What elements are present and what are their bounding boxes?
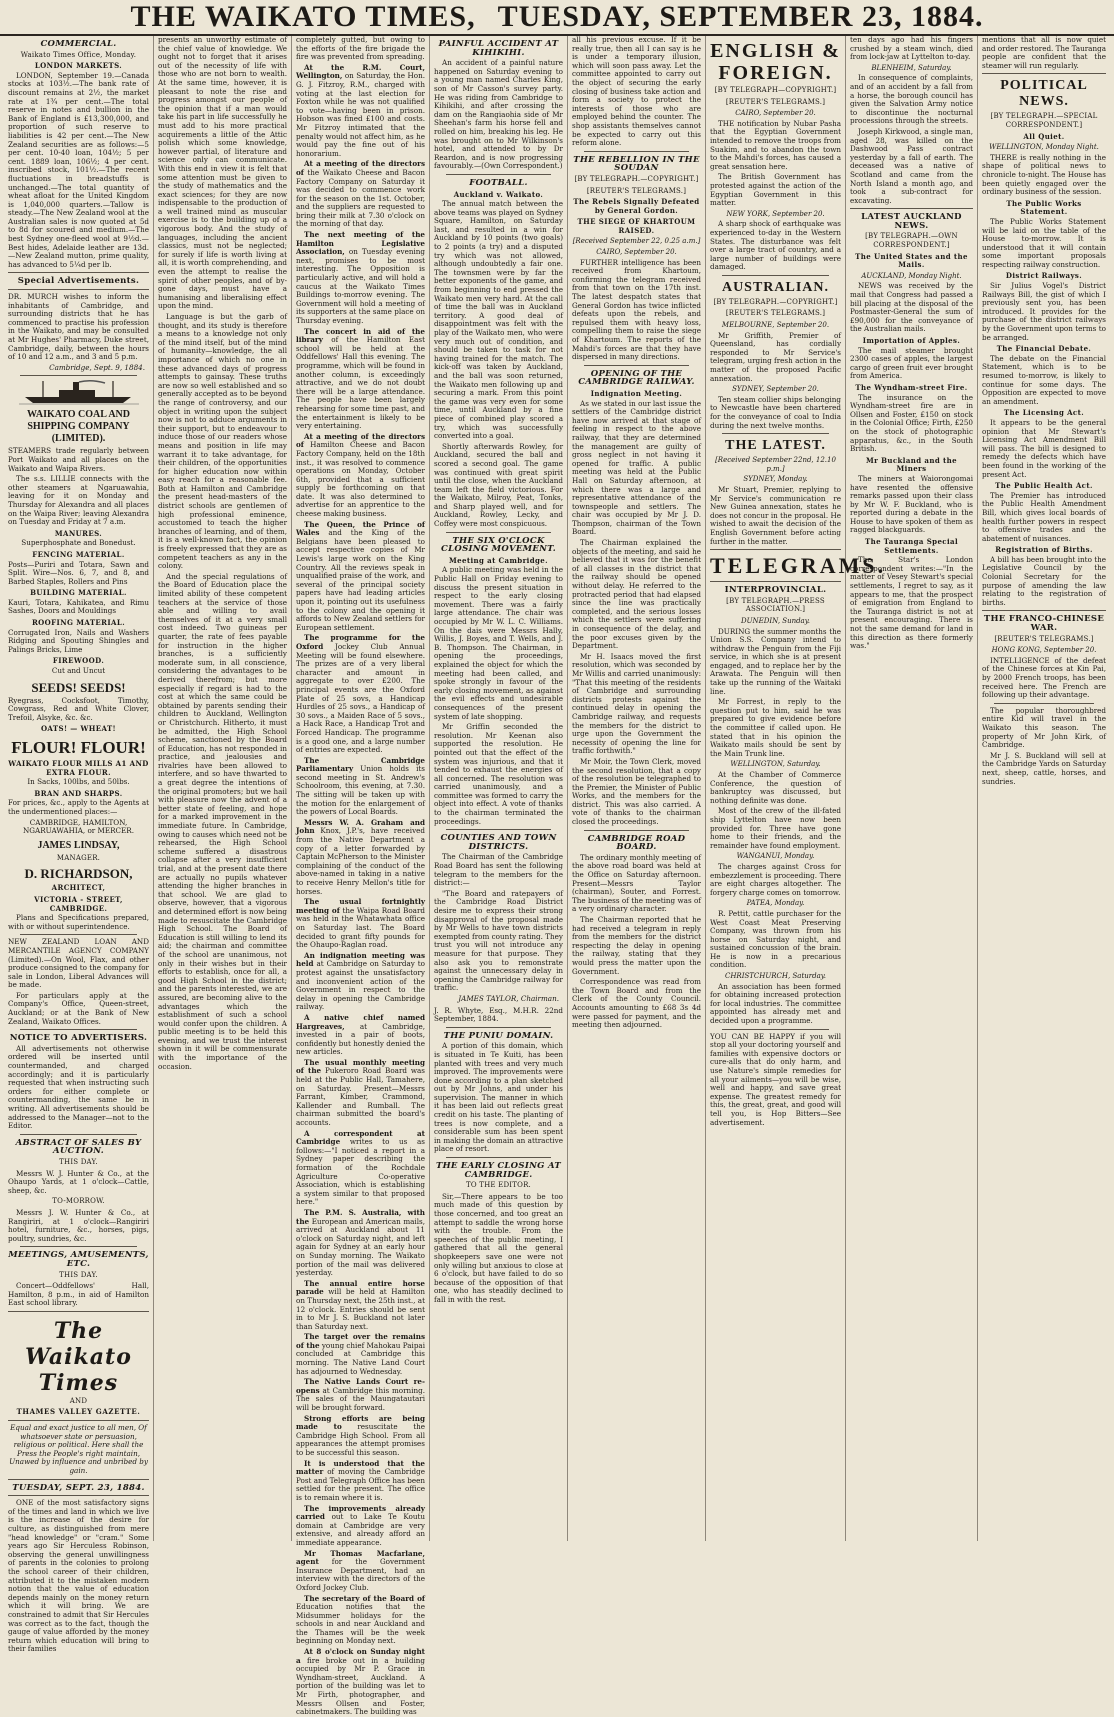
rebellion-body: FURTHER intelligence has been received from Khartoum, confirming the telegram received from that town on the 17th inst. The latest despatch states that General Gordon has twice inflicted defeats upon the rebels, and repulsed them with heavy loss, compelling them to raise the siege of Khartoum. The reports of the Mahdi's forces are that they have dispersed in many directions.	[572, 257, 701, 362]
wanganui-body: The charges against Cross for embezzlement is proceeding. There are eight charges altogether. The forgery charge comes on tomorrow.	[710, 861, 841, 897]
patea-place: PATEA, Monday.	[746, 899, 805, 908]
rebellion-sub-2: [REUTER'S TELEGRAMS.]	[586, 186, 687, 195]
births-body: A bill has been brought into the Legislative Council by the Colonial Secretary for the purpose of amending the law relating to the registration of births.	[982, 554, 1106, 607]
secretary-body: Education notifies that the Midsummer holidays for the schools in and near Auckland and the Thames will be the week beginning on Monday next.	[296, 1602, 425, 1646]
divider	[8, 1495, 149, 1496]
dr-murch-ad: DR. MURCH wishes to inform the inhabitants of Cambridge, and surrounding districts that he has commenced to practise his profession in the Waikato, and may be consulted at Mr Hughes' Pharmacy, Duke street, Cambridge, daily, between the hours of 10 and 12 a.m., and 3 and 5 p.m.	[8, 292, 149, 362]
monthly-meeting-lead: The usual monthly meeting of the	[296, 1057, 425, 1076]
divider	[8, 1479, 149, 1480]
divider	[20, 1246, 137, 1247]
building-heading: BUILDING MATERIAL.	[30, 588, 127, 598]
issue-date: TUESDAY, SEPT. 23, 1884.	[12, 1482, 145, 1493]
licensing-heading: The Licensing Act.	[1003, 408, 1085, 418]
pm-australia-lead: The P.M. S. Australia, with the	[296, 1207, 425, 1226]
concert-lead: The concert in aid of the library	[296, 326, 425, 345]
political-sub: [BY TELEGRAPH.—SPECIAL CORRESPONDENT.]	[990, 112, 1098, 129]
fire-body: The insurance on the Wyndham-street fire are in Ollsen and Foster, £150 on stock in the Colonial Office; Firth, £250 on the stock of photographic apparatus, &c., in the South British.	[850, 392, 973, 454]
parliamentary-body: Union holds its second meeting in St. Andrew's Schoolroom, this evening, at 7.30. The sitting will be taken up with the motion for the enlargement of the powers of Local Boards.	[296, 764, 425, 817]
public-health-heading: The Public Health Act.	[995, 481, 1093, 491]
indignation-lead: An indignation meeting was held	[296, 950, 425, 969]
secretary-lead: The secretary of the Board of	[304, 1593, 425, 1603]
leader-continued-2: Language is but the garb of thought, and its study is therefore a means to a knowledge not only of the mind itself, but of the mind of humanity—knowledge, the all importance of which no one in these advanced days of progress attempts to gainsay. These truths are now so well established and so generally accepted as to be beyond the range of controversy, and our object in writing upon the subject now is not to adduce arguments in their support, but to endeavour to induce those of our readers whose means and position in life may warrant it to take advantage, for their children, of the opportunities for higher education now within easy reach for a reasonable fee. Both at Hamilton and Cambridge the present head-masters of the district schools are gentlemen of high professional eminence, accustomed to teach the higher branches of learning, and of them, it is a well-known fact, the opinion is freely expressed that they are as competent teachers as any in the colony.	[158, 312, 287, 571]
district-railways-heading: District Railways.	[1005, 271, 1083, 281]
financial-debate-heading: The Financial Debate.	[996, 344, 1092, 354]
railway-sub: Indignation Meeting.	[590, 388, 683, 398]
parliamentary-lead: The Cambridge Parliamentary	[296, 755, 425, 774]
divider	[584, 151, 689, 152]
leader-continued-3: And the special regulations of the Board of Education place the limited ability of these competent teachers at the service of those able and willing to avail themselves of it at a very small cost indeed. Two guineas per quarter, the rate of fees payable for instruction in the higher branches, is a sufficiently moderate sum, in all conscience, considering the advantages to be derived therefrom; but more especially if regard is had to the cost at which the same could be obtained by parents sending their children to Auckland, Wellington or Christchurch. Hitherto, it must be admitted, the High School scheme, sanctioned by the Board of Education, has not responded in practice, and jealousies and rivalries have been allowed to interfere, and so have thwarted to a great degree the intentions of the original promoters; but we hail with pleasure now the advent of a better state of feeling, and hope for a marked improvement in the immediate future. In Cambridge, owing to causes which need not be rehearsed, the High School scheme suffered a disastrous collapse after a very insufficient trial, and at the present date there are actually no pupils whatever attending the higher branches in that school. We are glad to observe, however, that a vigorous and determined effort is now being made to resuscitate the Cambridge High School. The Board of Education is still willing to lend its aid; the chairman and committee of the school are unanimous, not only in their wishes but in their efforts to establish, once for all, a good High School in the district; and the parents interested, we are assured, are becoming alive to the advantages which the establishment of such a school would confer upon the children. A public meeting is to be held this evening, and we trust the interest shown in it will be commensurate with the importance of the occasion.	[158, 571, 287, 1071]
notice-body: All advertisements not otherwise ordered will be inserted until countermanded, and charged accordingly; and it is particularly requested that when instructing such orders for either complete or countermanding, the same be in writing. All advertisements should be addressed to the Manager—not to the Editor.	[8, 1043, 149, 1131]
col7-intro: ten days ago had his fingers crushed by a steam winch, died from lock-jaw at Lyttelton to-day.	[850, 35, 973, 62]
latest-place: SYDNEY, Monday.	[743, 475, 808, 484]
rebellion-siege: THE SIEGE OF KHARTOUM RAISED.	[577, 217, 696, 235]
indignation-body: at Cambridge on Saturday to protest against the unsatisfactory and inconvenient action of the Government in respect to the delay in opening the Cambridge railway.	[296, 959, 425, 1012]
interprovincial-heading: INTERPROVINCIAL.	[724, 585, 827, 596]
improvements-lead: The improvements already carried	[296, 1503, 425, 1522]
english-sub-2: [REUTER'S TELEGRAMS.]	[725, 97, 826, 106]
miners-heading: Mr Buckland and the Miners	[866, 455, 957, 474]
franco-chinese-heading: THE FRANCO-CHINESE WAR.	[983, 614, 1105, 634]
blenheim-body-2: Joseph Kirkwood, a single man, aged 28, was killed on the Dashwood Pass contract yesterday by a fall of earth. The deceased was a native of Scotland and came from the North Island a month ago, and took a sub-contract for excavating.	[850, 126, 973, 205]
patea-body: R. Pettit, cattle purchaser for the West Coast Meat Preserving Company, was thrown from his horse on Saturday night, and sustained concussion of the brain. He is now in a precarious condition.	[710, 908, 841, 970]
rebellion-title: The Rebels Signally Defeated by General Gordon.	[573, 197, 700, 215]
political-heading: POLITICAL NEWS.	[1000, 78, 1088, 110]
railway-body-2: The Chairman explained the objects of the meeting, and said he believed that it was for the benefit of all classes in the district that the railway should be opened without delay. He referred to the protracted period that had elapsed since the line was practically completed, and the serious losses which the settlers were suffering in consequence of the delay, and the poor excuses given by the Department.	[572, 538, 701, 651]
sunday-fire-lead: At 8 o'clock on Sunday night a	[296, 1647, 425, 1665]
latest-body: Mr Stuart, Premier, replying to Mr Service's communication re New Guinea annexation, states he does not concur in the proposal. He wished to await the decision of the English Government before acting further in the matter.	[710, 484, 841, 546]
divider	[994, 703, 1094, 704]
architect-title: ARCHITECT,	[51, 883, 106, 893]
correspondent-lead: A correspondent at Cambridge	[296, 1128, 425, 1147]
apples-body: The mail steamer brought 2300 cases of apples, the largest cargo of green fruit ever brought from America.	[850, 345, 973, 381]
fencing-items: Posts—Puriri and Totara, Sawn and Split. Wire—Nos. 6, 7, and 8, and Barbed Staples, Rollers and Pins	[8, 559, 149, 586]
australian-sydney: SYDNEY, September 20.	[732, 385, 819, 394]
native-court-lead: The Native Lands Court re-opens	[296, 1377, 425, 1395]
closing-body: Sir,—There appears to be too much made of this question by those concerned, and too great an attempt to saddle the wrong horse with the trouble. From the speeches of the public meeting, I gathered that all the general shopkeepers save one were not only willing but anxious to close at 6 o'clock, but have failed to do so because of the opposition of that one, who has steadily declined to fall in with the rest.	[434, 1191, 563, 1304]
australian-body: Mr Griffith, Premier of Queensland, has cordially responded to Mr Service's telegram, urging fresh action in the matter of the proposed Pacific annexation.	[710, 330, 841, 383]
flour-heading: FLOUR! FLOUR!	[11, 738, 146, 757]
directors-lead: At a meeting of the directors of	[296, 159, 425, 177]
column-2	[154, 36, 292, 1541]
counties-footer: J. R. Whyte, Esq., M.H.R. 22nd September, 1884.	[434, 1005, 563, 1024]
divider	[722, 275, 829, 276]
accident-heading: PAINFUL ACCIDENT AT KIHIKIHI.	[438, 39, 559, 58]
macfarlane-body: for the Government Insurance Department, had an interview with the directors of the Oxford Jockey Club.	[296, 1557, 425, 1592]
column-1	[4, 36, 154, 1654]
manager-title: MANAGER.	[56, 853, 101, 862]
wellington-place: WELLINGTON, Saturday.	[730, 760, 821, 769]
english-sub: [BY TELEGRAPH—COPYRIGHT.]	[714, 86, 837, 94]
waikato-coal-body2: The s.s. LILLIE connects with the other steamers at Ngaruawahia, leaving for it on Monday and Thursday for Alexandra and all places on the Waipa River; leaving Alexandra on Tuesday and Friday at 7 a.m.	[8, 474, 149, 527]
flour-sub: WAIKATO FLOUR MILLS A1 AND EXTRA FLOUR.	[8, 759, 149, 777]
district-railways-body: Sir Julius Vogel's District Railways Bill, the gist of which I previously sent you, has been introduced. It provides for the purchase of the district railways by the Government upon terms to be arranged.	[982, 281, 1106, 342]
divider	[982, 610, 1106, 611]
divider	[446, 174, 551, 175]
divider	[446, 829, 551, 830]
puniu-body: A portion of this domain, which is situated in Te Kuiti, has been planted with trees and very much improved. The improvements were done according to a plan sketched out by Mr Johns, and under his supervision. The manner in which it has been laid out reflects great credit on his taste. The planting of trees is now complete, and a considerable sum has been spent in making the domain an attractive place of resort.	[434, 1041, 563, 1154]
franco-chinese-place: HONG KONG, September 20.	[991, 646, 1097, 655]
divider	[710, 581, 841, 582]
works-body: The Public Works Statement will be laid on the table of the House to-morrow. It is understood that it will contain some important proposals respecting railway construction.	[982, 216, 1106, 269]
commercial-place: LONDON MARKETS.	[34, 61, 123, 71]
football-sub: Auckland v. Waikato.	[453, 189, 544, 199]
masthead-date: TUESDAY, SEPTEMBER 23, 1884.	[497, 0, 984, 33]
latest-auckland-heading: LATEST AUCKLAND NEWS.	[861, 212, 962, 231]
english-ny: NEW YORK, September 20.	[726, 209, 825, 218]
australian-sub: [BY TELEGRAPH.—COPYRIGHT.]	[713, 297, 838, 306]
column-3	[292, 35, 430, 1717]
divider	[8, 272, 149, 273]
leader-continued-1: presents an unworthy estimate of the chief value of knowledge. We ought not to forget that it arises out of the necessity of life with those who are not born to wealth. At the same time, however, it is pleasant to note the rise and progress amongst our people of the opinion that if a man would take his part in life successfully he must add to his more practical acquirements a little of the Attic polish which some knowledge, however partial, of literature and science only can communicate. With this end in view it is felt that some attention must be given to the study of mathematics and the exact sciences; for they are now indispensable to the production of a well trained mind as muscular exercise is to the building up of a vigorous body. And the study of languages, including the ancient classics, must not be neglected; for surely if life is worth living at all, it is worth comprehending, and even the attempt to realise the spirit of other peoples, and of by-gone days, must have a humanising and liberalising effect upon the mind.	[158, 35, 287, 311]
dairy-body: Hamilton Cheese and Bacon Factory Company, held on the 18th inst., it was resolved to commence operations on Monday, October 6th, provided that a sufficient supply be forthcoming on that date. It was also determined to advertise for an apprentice to the cheese making business.	[296, 440, 425, 519]
divider	[8, 289, 149, 290]
commercial-heading: COMMERCIAL.	[40, 39, 117, 49]
column-5	[568, 36, 706, 1541]
col8-intro: mentions that all is now quiet and order restored. The Tauranga people are confident that the steamer will run regularly.	[982, 35, 1106, 70]
blenheim-body: In consequence of complaints, and of an accident by a fall from a horse, the borough council has given the Salvation Army notice to discontinue the nocturnal processions through the streets.	[850, 73, 973, 126]
prices-note: For prices, &c., apply to the Agents at the undermentioned places:—	[8, 798, 149, 816]
mails-body: NEWS was received by the mail that Congress had passed a bill placing at the disposal of the Postmaster-General the sum of £90,000 for the conveyance of the Australian mails.	[850, 281, 973, 334]
road-board-heading: CAMBRIDGE ROAD BOARD.	[587, 833, 686, 853]
divider	[982, 73, 1106, 74]
all-quiet-body: THERE is really nothing in the shape of political news to chronicle to-night. The House has been quietly engaged over the ordinary business of the session.	[982, 152, 1106, 197]
wellington-body-2: Most of the crew of the ill-fated ship Lyttelton have now been provided for. Three have gone home to their friends, and the remainder have found employment.	[710, 806, 841, 850]
australian-place: MELBOURNE, September 20.	[721, 321, 830, 330]
buckland-sale-notice: Mr J. S. Buckland will sell at the Cambridge Yards on Saturday next, sheep, cattle, horses, and sundries.	[982, 750, 1106, 786]
oxford-lead: The programme for the Oxford	[296, 633, 425, 651]
rm-court-body: on Saturday, the Hon. G. J. Fitzroy, R.M., charged with voting at the last election for Foxton while he was not qualified to vote—having been in prison. Hobson was fined £100 and costs. Mr Fitzroy intimated that the penalty would not affect him, as he would pay the fine out of his honorarium.	[296, 71, 425, 158]
mails-place: AUCKLAND, Monday Night.	[861, 271, 962, 280]
manager-name: JAMES LINDSAY,	[37, 839, 120, 851]
seeds-heading: SEEDS! SEEDS!	[31, 679, 126, 695]
miners-body: The miners at Waiorongomai have resented the offensive remarks passed upon their class by Mr W. F. Buckland, who is reported during a debate in the House to have spoken of them as ragged blackguards.	[850, 473, 973, 535]
flour-bags: In Sacks, 100lbs, and 50lbs.	[27, 777, 130, 787]
abstract-item-2: Messrs J. W. Hunter & Co., at Rangiriri, at 1 o'clock—Rangiriri hotel, furniture, &c., horses, pigs, poultry, sundries, &c.	[8, 1207, 149, 1243]
railway-body-3: Mr H. Isaacs moved the first resolution, which was seconded by Mr Willis and carried unanimously: "That this meeting of the residents of Cambridge and surrounding districts protests against the continued delay in opening the Cambridge railway, and requests the members for the district to urge upon the Government the necessity of opening the line for traffic forthwith."	[572, 651, 701, 756]
paper-subtitle: THAMES VALLEY GAZETTE.	[16, 1407, 141, 1417]
divider	[20, 1134, 137, 1135]
correspondent-body: writes to us as follows:—"I noticed a report in a Sydney paper describing the formation of the Rochdale Agriculture Co-operative Association, which is establishing a system similar to that proposed here."	[296, 1137, 425, 1207]
english-body-2: The British Government has protested against the action of the Egyptian Government in this matter.	[710, 172, 841, 208]
divider	[722, 1029, 829, 1030]
road-board-body: the Waipa Road Board was held in the Whatawhata office on Saturday last. The Board decided to grant fifty pounds for the Ohaupo-Raglan road.	[296, 905, 425, 950]
divider	[446, 1027, 551, 1028]
counties-heading: COUNTIES AND TOWN DISTRICTS.	[440, 833, 557, 852]
column-8	[978, 36, 1110, 1541]
abstract-tomorrow: TO-MORROW.	[52, 1197, 105, 1206]
christchurch-place: CHRISTCHURCH, Saturday.	[724, 972, 827, 981]
road-board-body-1: The ordinary monthly meeting of the above road board was held at the Office on Saturday afternoon. Present—Messrs Taylor (chairman), Souter, and Forrest. The business of the meeting was of a very ordinary character.	[572, 852, 701, 914]
architect-address: VICTORIA - STREET, CAMBRIDGE.	[34, 894, 123, 913]
roofing-heading: ROOFING MATERIAL.	[31, 618, 126, 628]
waikato-coal-title: WAIKATO COAL AND SHIPPING COMPANY (LIMITED).	[27, 409, 130, 445]
counties-signature: JAMES TAYLOR, Chairman.	[458, 993, 559, 1003]
building-items: Kauri, Totara, Kahikatea, and Rimu Sashes, Doors and Mouldings	[8, 597, 149, 616]
tauranga-body: The Star's London correspondent writes:—"In the matter of Vesey Stewart's special settlements, I regret to say, as it appears to me, that the prospect of emigration from England to the Tauranga district is not at present encouraging. There is not the same demand for land in this direction as there formerly was."	[850, 555, 973, 651]
fencing-heading: FENCING MATERIAL.	[32, 549, 125, 559]
australian-body-2: Ten steam collier ships belonging to Newcastle have been chartered for the conveyance of coal to India during the next twelve months.	[710, 394, 841, 430]
improvements-body: out to Lake Te Koutu domain at Cambridge are very extensive, and already afford an immediate appearance.	[296, 1512, 425, 1547]
football-body-2: Shortly afterwards Rowley, for Auckland, secured the ball and scored a second goal. The game was continued with great spirit until the close, when the Auckland team left the field victorious. For the Waikato, Milroy, Peat, Tonks, and Sharp played well, and for Auckland, Rowley, Lecky, and Coffey were most conspicuous.	[434, 441, 563, 529]
macfarlane-lead: Mr Thomas Macfarlane, agent	[296, 1548, 425, 1567]
rebellion-heading: THE REBELLION IN THE SOUDAN	[573, 154, 700, 174]
apples-heading: Importation of Apples.	[862, 336, 961, 345]
firewood-items: Cut and Uncut	[51, 666, 106, 676]
puniu-heading: THE PUNIU DOMAIN.	[443, 1030, 554, 1041]
tauranga-heading: The Tauranga Special Settlements.	[864, 537, 959, 555]
divider	[8, 1311, 149, 1312]
dairy-lead: At a meeting of the directors of	[296, 431, 425, 450]
remains-lead: The target over the remains of the	[296, 1332, 425, 1350]
latest-heading: THE LATEST.	[725, 438, 826, 454]
railway-body-4: Mr Moir, the Town Clerk, moved the second resolution, that a copy of the resolution be telegraphed to the Premier, the Minister of Public Works, and the members for the district. This was also carried. A vote of thanks to the chairman closed the proceedings.	[572, 756, 701, 827]
sunday-fire-body: fire broke out in a building occupied by Mr P. Grace in Wyndham-street, Auckland. A portion of the building was let to Mr Firth, photographer, and Messrs Ollsen and Foster, cabinetmakers. The building was	[296, 1655, 425, 1717]
wellington-body: At the Chamber of Commerce Conference, the question of bankruptcy was discussed, but nothing definite was done.	[710, 770, 841, 805]
rebellion-place: CAIRO, September 20.	[596, 248, 677, 257]
railway-heading: OPENING OF THE CAMBRIDGE RAILWAY.	[578, 368, 695, 388]
road-board-body-2: The Chairman reported that he had received a telegram in reply from the members for the district respecting the delay in opening the railway, stating that they would press the matter upon the Government.	[572, 915, 701, 976]
road-board-body-3: Correspondence was read from the Town Board and from the Clerk of the County Council. Accounts amounting to £68 3s 4d were passed for payment, and the meeting then adjourned.	[572, 977, 701, 1030]
latest-auckland-sub: [BY TELEGRAPH.—OWN CORRESPONDENT.]	[865, 232, 958, 250]
paper-motto: Equal and exact justice to all men, Of whatsoever state or persuasion, religious or political. Here shall the Press the People's right maintain, Unawed by influence and unbribed by gain.	[9, 1423, 148, 1476]
divider	[850, 208, 973, 209]
railway-body-1: As we stated in our last issue the settlers of the Cambridge district have now arrived at that stage of feeling in respect to the above railway, that they are determined the management are guilty of gross neglect in not having it opened for traffic. A public meeting was held at the Public Hall on Saturday afternoon, at which there was a large and representative attendance of the townspeople and settlers. The chair was occupied by Mr J. D. Thompson, chairman of the Town Board.	[572, 398, 701, 537]
oxford-body: Jockey Club Annual Meeting will be found elsewhere. The prizes are of a very liberal character and amount in aggregate to over £200. The principal events are the Oxford Plate of 25 sovs, a Handicap Hurdles of 25 sovs., a Handicap of 30 sovs., a Maiden Race of 5 sovs., a Hack Race, a Handicap Trot and Forced Handicap. The programme is a good one, and a large number of entries are expected.	[296, 641, 425, 755]
strong-efforts-lead: Strong efforts are being made to	[296, 1413, 425, 1432]
queen-body: and the King of the Belgians have been pleased to accept respective copies of Mr Lewis's large work on the King Country. All the reviews speak in unqualified praise of the work, and several of the principal society papers have had leading articles upon it, pointing out its usefulness to the colony and the opening it affords to New Zealand settlers for European settlement.	[296, 528, 425, 632]
franco-chinese-sub: [REUTER'S TELEGRAMS.]	[994, 634, 1094, 643]
next-meeting-lead: The next meeting of the Hamilton Legislative Association,	[296, 230, 425, 257]
monthly-meeting-body: Pukeroro Road Board was held at the Public Hall, Tamahere, on Saturday. Present—Messrs Farrant, Kimber, Crammond, Kallender and Rumball. The chairman submitted the board's accounts.	[296, 1066, 425, 1128]
firewood-heading: FIREWOOD.	[52, 656, 105, 666]
works-heading: The Public Works Statement.	[1006, 198, 1082, 217]
financial-debate-body: The debate on the Financial Statement, which is to be resumed to-morrow, is likely to continue for some days. The Opposition are expected to move an amendment.	[982, 353, 1106, 406]
special-ads-heading: Special Advertisements.	[17, 276, 140, 287]
agent-places: CAMBRIDGE, HAMILTON, NGARUAWAHIA, or MERCER.	[23, 817, 134, 836]
rm-court-lead: At the R.M. Court, Wellington,	[296, 62, 425, 81]
graham-lead: Messrs W. A. Graham and John	[296, 817, 425, 836]
column-7	[846, 36, 978, 1541]
divider	[20, 1029, 137, 1030]
horse-parade-body: will be held at Hamilton on Thursday next, the 25th inst., at 12 o'clock. Entries should be sent in to Mr J. S. Buckland not later than Saturday next.	[296, 1287, 425, 1331]
waikato-coal-body1: STEAMERS trade regularly between Port Waikato and all places on the Waikato and Waipa Rivers.	[8, 446, 149, 473]
english-foreign-heading: ENGLISH & FOREIGN.	[710, 40, 841, 84]
six-oclock-body: A public meeting was held in the Public Hall on Friday evening to discuss the present situation in respect to the early closing movement. There was a fairly large attendance. The chair was occupied by Mr W. L. C. Williams. On the dais were Messrs Hally, Willis, J. Boyes, and T. Wells, and J. B. Thompson. The Chairman, in opening the proceedings, explained the object for which the meeting had been called, and spoke strongly in favour of the early closing movement, as against the evil effects and undesirable consequences of the present system of late shopping.	[434, 565, 563, 721]
abstract-heading: ABSTRACT OF SALES BY AUCTION.	[15, 1137, 142, 1157]
strong-efforts-body: resuscitate the Cambridge High School. From all appearances the attempt promises to be successful this season.	[296, 1422, 425, 1457]
licensing-body: It appears to be the general opinion that Mr Stewart's Licensing Act Amendment Bill will pass. The bill is designed to remedy the defects which have been found in the working of the present Act.	[982, 417, 1106, 479]
oats-heading: OATS! — WHEAT!	[40, 724, 117, 734]
column-4	[430, 36, 568, 1541]
leader-article: ONE of the most satisfactory signs of the times and land in which we live is the increase of the desire for culture, as distinguished from mere "head knowledge" or "cram." Some years ago Sir Herculess Robinson, observing the general unwillingness of parents in the colonies to prolong the school career of their children, attributed it to the mistaken modern notion that the value of education depends mainly on the money return which it will bring. We are constrained to admit that Sir Hercules was correct as to the fact, though the gauge of value afforded by the money return which education will bring to their families	[8, 1498, 149, 1654]
christchurch-body: An association has been formed for obtaining increased protection for local industries. The committee appointed has already met and decided upon a programme.	[710, 981, 841, 1026]
wanganui-place: WANGANUI, Monday.	[736, 852, 815, 861]
nz-loan-ad-2: For particulars apply at the Company's Office, Queen-street, Auckland; or at the Bank of New Zealand, Waikato Offices.	[8, 990, 149, 1026]
interprovincial-place: DUNEDIN, Sunday.	[741, 616, 810, 625]
hop-bitters-ad: YOU CAN BE HAPPY if you will stop all your doctoring yourself and families with expensive doctors or cure-alls that do only harm, and use Nature's simple remedies for all your ailments—you will be wise, well and happy, and save great expense. The greatest remedy for this, the great, great, and good will tell you, is Hop Bitters—See advertisement.	[710, 1031, 841, 1127]
next-meeting-body: on Tuesday evening next, promises to be most interesting. The Opposition is particularly active, and will hold a caucus at the Waikato Times Buildings to-morrow evening. The Government will hold a meeting of its supporters at the same place on Thursday evening.	[296, 247, 425, 325]
understood-body: of moving the Cambridge Post and Telegraph Office has been settled for the present. The office is to remain where it is.	[296, 1467, 425, 1502]
mails-heading: The United States and the Mails.	[855, 251, 968, 270]
paper-title: The Waikato Times	[25, 1317, 132, 1396]
divider	[446, 532, 551, 533]
road-board-lead: The usual fortnightly meeting of	[296, 897, 425, 915]
divider	[710, 549, 841, 550]
manures-heading: MANURES.	[54, 528, 103, 538]
meetings-this-day: THIS DAY.	[59, 1270, 98, 1279]
divider	[8, 1420, 149, 1421]
divider	[584, 365, 689, 366]
dr-murch-date: Cambridge, Sept. 9, 1884.	[49, 362, 145, 372]
divider	[20, 375, 137, 376]
pm-australia-body: European and American mails, arrived at Auckland about 11 o'clock on Saturday night, and left again for Sydney at an early hour on Sunday morning. The Waikato portion of the mail was delivered yesterday.	[296, 1216, 425, 1278]
columns	[4, 35, 1110, 1717]
football-body: The annual match between the above teams was played on Sydney Square, Hamilton, on Saturday last, and resulted in a win for Auckland by 10 points (two goals) to 2 points (a try) and a disputed try which was not allowed, although undoubtedly a fair one. The townsmen were by far the better exponents of the game, and from beginning to end pressed the Waikato men very hard. At the call of time the ball was in Auckland territory. A good deal of disappointment was felt with the play of the Waikato men, who were very much out of condition, and should be taken to task for not having trained for the match. The kick-off was taken by Auckland, and the ball was soon returned, the Waikato men following up and securing a mark. From this point the game was very even for some time, until Auckland by a fine piece of combined play scored a try, which was successfully converted into a goal.	[434, 199, 563, 441]
six-oclock-heading: THE SIX O'CLOCK CLOSING MOVEMENT.	[441, 535, 556, 555]
column-6	[706, 36, 887, 1541]
concert-body: of the Hamilton East school will be held at the Oddfellows' Hall this evening. The programme, which will be found in another column, is exceedingly attractive, and we do not doubt there will be a large attendance. The people have been largely rehearsing for some time past, and the entertainment is likely to be very entertaining.	[296, 335, 425, 431]
divider	[584, 830, 689, 831]
divider	[20, 934, 137, 935]
notice-heading: NOTICE TO ADVERTISERS.	[9, 1033, 148, 1044]
nz-loan-ad: NEW ZEALAND LOAN AND MERCANTILE AGENCY COMPANY (Limited).—On Wool, Flax, and other produce consigned to the company for sale in London, Liberal Advances will be made.	[8, 937, 149, 990]
interprovincial-sub: [BY TELEGRAPH.—PRESS ASSOCIATION.]	[726, 596, 825, 614]
blenheim-place: BLENHEIM, Saturday.	[871, 63, 952, 72]
australian-sub-2: [REUTER'S TELEGRAMS.]	[725, 309, 826, 318]
accident-body: An accident of a painful nature happened on Saturday evening to a young man named Charles King, son of Mr Casson's survey party. He was riding from Cambridge to Kihikihi, and after crossing the dam on the Rangiaohia side of Mr Sheehan's farm his horse fell and rolled on him, breaking his leg. He was brought on to Mr Wilkinson's hotel, and attended to by Dr Reardon, and is now progressing favourably.—(Own Correspondent.)	[434, 58, 563, 171]
franco-chinese-body: INTELLIGENCE of the defeat of the Chinese forces at Kin Pai, by 2000 French troops, has been received here. The French are following up their advantage.	[982, 655, 1106, 700]
closing-heading: THE EARLY CLOSING AT CAMBRIDGE.	[435, 1161, 562, 1180]
entire-horse-notice: The popular thoroughbred entire Kid will travel in the Waikato this season. The property of Mr John Kirk, of Cambridge.	[982, 705, 1106, 750]
six-oclock-body-2: Mr Griffin seconded the resolution. Mr Keenan also supported the resolution. He pointed out that the effect of the system was injurious, and that it tended to exhaust the energies of all concerned. The resolution was carried unanimously, and a committee was formed to carry the object into effect. A vote of thanks to the chairman terminated the proceedings.	[434, 722, 563, 826]
interprovincial-body-2: Mr Forrest, in reply to the question put to him, said he was prepared to give evidence before the committee if called upon. He stated that in his opinion the Waikato mails should be sent by the Main Trunk line.	[710, 697, 841, 758]
architect-name: D. RICHARDSON,	[24, 866, 133, 882]
rebellion-sub: [BY TELEGRAPH.—COPYRIGHT.]	[574, 174, 699, 183]
directors-body: the Waikato Cheese and Bacon Factory Company on Saturday it was decided to commence work for the season on the 1st. October, and the suppliers are requested to bring their milk at 7.30 o'clock on the morning of that day.	[296, 167, 425, 229]
graham-body: Knox, J.P.'s, have received from the Native Department a copy of a letter forwarded by Captain McPherson to the Minister complaining of the conduct of the above-named in taking in a native to receive Henry Mellon's title for horses.	[296, 826, 425, 896]
abstract-item-1: Messrs W. J. Hunter & Co., at the Ohaupo Yards, at 1 o'clock—Cattle, sheep, &c.	[8, 1168, 149, 1195]
commercial-body: LONDON, September 19.—Canada stocks at 103½.—The bank rate of discount remains at 2½, the market rate at 1¾ per cent.—The total reserve in notes and bullion in the Bank of England is £13,300,000, and proportion of such reserve to liabilities is 42 per cent.—The New Zealand securities are as follows:—5 per cent. 10-40 loan, 104½; 5 per cent. 1889 loan, 106½; 4 per cent. inscribed stock, 101½.—The recent fluctuations in breadstuffs is unchanged.—The total quantity of wheat afloat for the United Kingdom is 1,040,000 quarters.—Tallow is steady.—The New Zealand wool at the Australian sales is now quoted at 5d to 8d for scoured and medium.—The best Sydney one-fleed wool at 9½d.—Best hides, Adelaide leather are 13d.—New Zealand mutton, prime quality, has advanced to 5¼d per lb.	[8, 70, 149, 269]
meetings-item-1: Concert—Oddfellows' Hall, Hamilton, 8 p.m., in aid of Hamilton East school library.	[8, 1281, 149, 1308]
football-heading: FOOTBALL.	[469, 177, 528, 188]
all-quiet-heading: All Quiet.	[1023, 131, 1065, 141]
counties-body: The Chairman of the Cambridge Road Board has sent the following telegram to the members for the district:—	[434, 852, 563, 888]
manures-items: Superphosphate and Bonedust.	[21, 538, 136, 548]
remains-body: young chief Mahokau Paipai concluded at Cambridge this morning. The Native Land Court has adjourned to Wednesday.	[296, 1340, 426, 1376]
rebellion-received: [Received September 22, 0.25 a.m.]	[572, 237, 701, 246]
abstract-this-day: THIS DAY.	[59, 1157, 98, 1166]
native-court-body: at Cambridge this morning. The sales of the Maungatautari will be brought forward.	[296, 1385, 425, 1413]
six-oclock-sub: Meeting at Cambridge.	[448, 555, 548, 565]
counties-telegram: "The Board and ratepayers of the Cambridge Road District desire me to express their strong disapproval of the proposal made by Mr Wells to have town districts exempted from county rating. They trust you will not introduce any measure for that purpose. They also ask you to remonstrate against the unnecessary delay in opening the Cambridge railway for traffic.	[434, 888, 563, 993]
public-health-body: The Premier has introduced the Public Health Amendment Bill, which gives local boards of health further powers in respect to offensive trades and the abatement of nuisances.	[982, 490, 1106, 543]
meetings-heading: MEETINGS, AMUSEMENTS, ETC.	[8, 1250, 149, 1269]
queen-lead: The Queen, the Prince of Wales	[296, 519, 425, 538]
english-body-1: THE notification by Nubar Pasha that the Egyptian Government intended to remove the troops from Suakim, and to abandon the town to the Mahdi's forces, has caused a great sensation here.	[710, 118, 841, 171]
native-chief-lead: A native chief named Hargreaves,	[296, 1012, 425, 1031]
native-chief-body: at Cambridge, invested in a pair of boots, confidently but honestly denied the new articles.	[296, 1021, 425, 1057]
divider	[722, 433, 829, 434]
english-place: CAIRO, September 20.	[735, 109, 816, 118]
interprovincial-body: DURING the summer months the Union S.S. Company intend to withdraw the Penguin from the Fiji service, in which she is at present engaged, and to replace her by the Arawata. The Penguin will then take up the running of the Waitaki line.	[710, 626, 841, 696]
telegrams-heading: TELEGRAMS.	[710, 553, 887, 579]
bran-heading: BRAN AND SHARPS.	[34, 788, 123, 798]
closing-to-editor: TO THE EDITOR.	[466, 1181, 531, 1190]
steamer-illustration	[19, 379, 139, 405]
english-body-3: A sharp shock of earthquake was experienced to-day in the Western States. The disturbance was felt over a large tract of country, and a large number of buildings were damaged.	[710, 219, 841, 272]
paper-and: AND	[69, 1396, 88, 1405]
col3-intro: completely gutted, but owing to the efforts of the fire brigade the fire was prevented from spreading.	[296, 35, 425, 62]
all-quiet-place: WELLINGTON, Monday Night.	[989, 143, 1099, 152]
col5-intro: all his previous excuse. If it be really true, then all I can say is he is under a temporary illusion, which will soon pass away. Let the committee appointed to carry out the object of securing the early closing of business take action and form a society to protect the interests of those who are employed behind the counter. The shop assistants themselves cannot be expected to carry out this reform alone.	[572, 35, 701, 148]
masthead-name: THE WAIKATO TIMES,	[130, 0, 476, 33]
australian-heading: AUSTRALIAN.	[721, 279, 830, 295]
divider	[446, 1157, 551, 1158]
seeds-items: Ryegrass, Cocksfoot, Timothy, Cowgrass, Red and White Clover, Trefoil, Alsyke, &c. &c.	[8, 695, 149, 722]
commercial-sub: Waikato Times Office, Monday.	[20, 50, 137, 59]
fire-heading: The Wyndham-street Fire.	[855, 382, 968, 392]
understood-lead: It is understood that the matter	[296, 1458, 425, 1477]
latest-received: [Received September 22nd, 12.10 p.m.]	[715, 456, 836, 473]
roofing-items: Corrugated Iron, Nails and Washers Ridging and Spouting Shingles and Palings Bricks, Lime	[8, 627, 149, 654]
horse-parade-lead: The annual entire horse parade	[296, 1278, 425, 1297]
masthead	[0, 0, 1114, 36]
architect-body: Plans and Specifications prepared, with or without superintendence.	[8, 913, 149, 931]
births-heading: Registration of Births.	[995, 545, 1093, 555]
